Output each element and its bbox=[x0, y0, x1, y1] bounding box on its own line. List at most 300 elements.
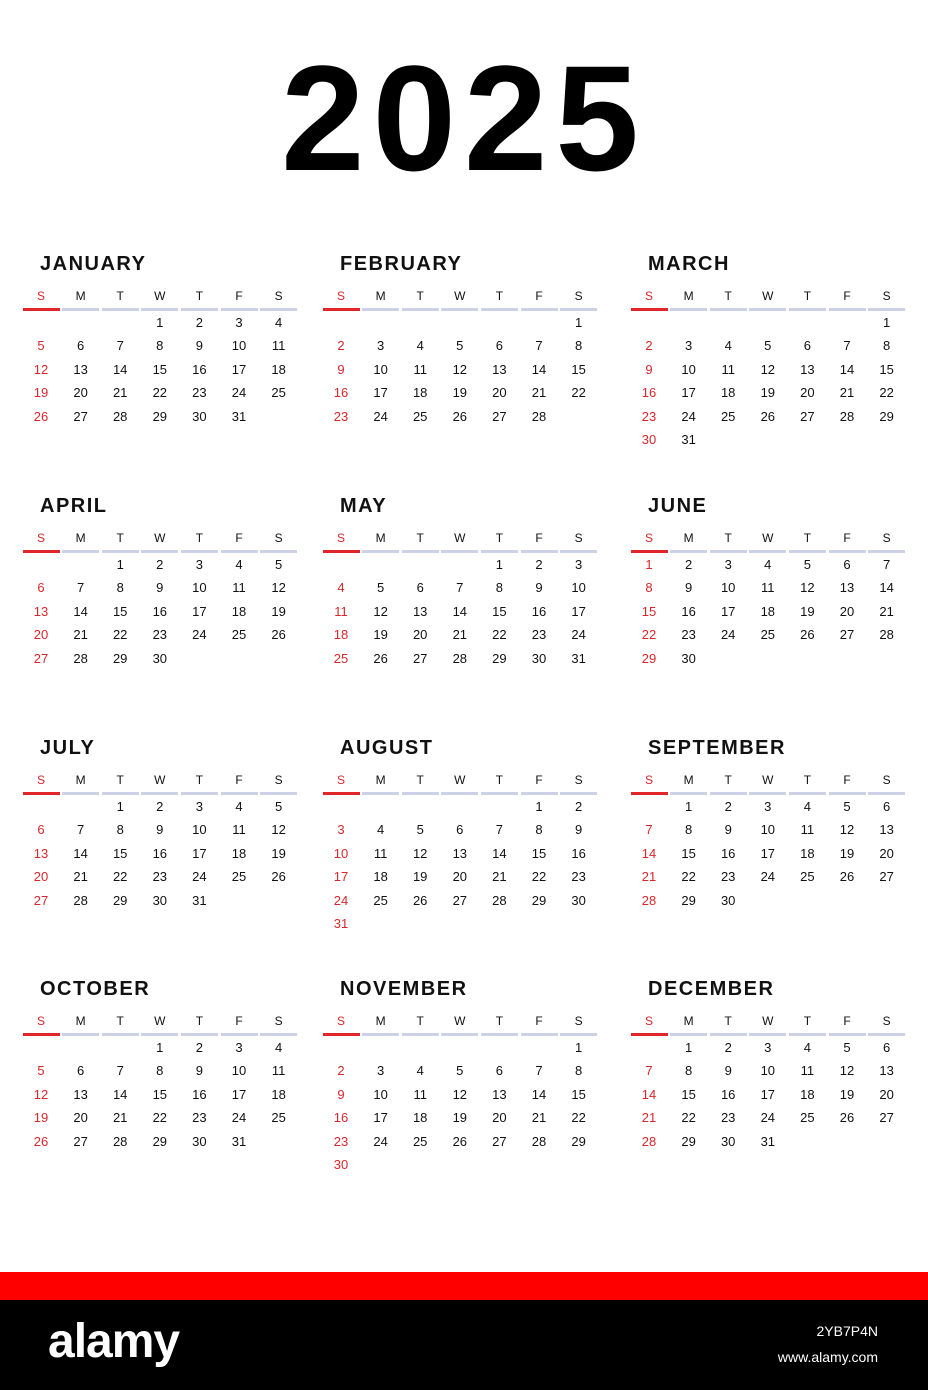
day-cell: 26 bbox=[271, 869, 286, 885]
day-cell: 24 bbox=[373, 1133, 388, 1149]
day-cell: 30 bbox=[152, 892, 168, 908]
weekday-label: W bbox=[454, 531, 466, 545]
weekday-label: S bbox=[882, 1014, 891, 1028]
day-cell: 1 bbox=[116, 557, 124, 572]
day-cell: 6 bbox=[37, 822, 45, 838]
day-cell: 8 bbox=[116, 822, 124, 838]
day-cell: 25 bbox=[800, 1110, 815, 1126]
day-cell: 4 bbox=[235, 799, 243, 814]
day-cell: 15 bbox=[879, 361, 894, 377]
weekday-underline bbox=[260, 1033, 297, 1036]
weekday-label: T bbox=[495, 773, 504, 787]
day-cell: 19 bbox=[452, 385, 468, 401]
day-cell: 27 bbox=[73, 1133, 88, 1149]
weekday-label: F bbox=[535, 531, 543, 545]
weekday-label: S bbox=[274, 289, 283, 303]
day-cell: 12 bbox=[33, 1086, 49, 1102]
day-cell: 24 bbox=[192, 627, 207, 643]
day-cell: 26 bbox=[760, 408, 776, 424]
day-cell: 3 bbox=[574, 557, 583, 572]
day-cell: 15 bbox=[531, 845, 547, 861]
day-cell: 19 bbox=[373, 627, 388, 643]
weekday-label: S bbox=[274, 531, 283, 545]
weekday-label: T bbox=[803, 1014, 812, 1028]
weekday-label: S bbox=[336, 773, 345, 787]
day-cell: 30 bbox=[192, 408, 207, 424]
day-cell: 23 bbox=[720, 1110, 736, 1126]
day-cell: 16 bbox=[152, 603, 168, 619]
day-cell: 17 bbox=[760, 845, 776, 861]
day-cell: 24 bbox=[192, 869, 207, 885]
day-cell: 6 bbox=[76, 1063, 85, 1079]
day-cell: 28 bbox=[73, 650, 88, 666]
day-cell: 14 bbox=[452, 603, 468, 619]
day-cell: 21 bbox=[73, 627, 88, 643]
weekday-label: T bbox=[416, 1014, 424, 1028]
day-cell: 10 bbox=[333, 845, 349, 861]
day-cell: 28 bbox=[839, 408, 855, 424]
day-cell: 28 bbox=[641, 1133, 657, 1149]
day-cell: 9 bbox=[195, 338, 203, 354]
day-cell: 21 bbox=[112, 1110, 128, 1126]
weekday-header bbox=[22, 772, 299, 792]
day-cell: 25 bbox=[231, 869, 247, 885]
day-cell: 26 bbox=[33, 408, 49, 424]
weekday-label: S bbox=[36, 1014, 45, 1028]
weekday-underline bbox=[62, 308, 99, 311]
day-cell: 20 bbox=[492, 1110, 507, 1126]
day-cell: 31 bbox=[571, 650, 586, 666]
day-cell: 26 bbox=[452, 408, 468, 424]
weekday-label: W bbox=[154, 531, 166, 545]
day-cell: 14 bbox=[112, 1086, 128, 1102]
day-cell: 11 bbox=[800, 1063, 815, 1079]
day-cell: 15 bbox=[152, 361, 168, 377]
day-cell: 4 bbox=[376, 822, 385, 838]
weekday-underline bbox=[749, 792, 786, 795]
day-cell: 8 bbox=[574, 338, 583, 354]
day-cell: 23 bbox=[681, 627, 696, 643]
day-cell: 1 bbox=[684, 1040, 693, 1055]
day-cell: 31 bbox=[192, 892, 207, 908]
day-cell: 17 bbox=[333, 869, 349, 885]
day-cell: 12 bbox=[33, 361, 49, 377]
day-cell: 28 bbox=[112, 1133, 128, 1149]
day-cell: 2 bbox=[195, 1040, 203, 1055]
day-cell: 4 bbox=[274, 315, 283, 330]
weekday-underline bbox=[710, 308, 747, 311]
day-cell: 13 bbox=[492, 1086, 507, 1102]
day-cell: 28 bbox=[879, 627, 894, 643]
day-cell: 20 bbox=[33, 627, 49, 643]
day-cell: 1 bbox=[156, 315, 164, 330]
weekday-label: M bbox=[375, 773, 386, 787]
month-september bbox=[630, 736, 907, 956]
day-cell: 7 bbox=[645, 822, 653, 838]
day-cell: 11 bbox=[413, 1086, 427, 1102]
weekday-label: S bbox=[336, 1014, 345, 1028]
day-cell: 26 bbox=[373, 650, 388, 666]
weekday-header bbox=[22, 530, 299, 550]
weekday-underline bbox=[560, 1033, 597, 1036]
weekday-underline bbox=[829, 550, 866, 553]
day-cell: 16 bbox=[681, 603, 696, 619]
weekday-header bbox=[322, 288, 599, 308]
day-cell: 1 bbox=[116, 799, 124, 814]
day-cell: 15 bbox=[152, 1086, 168, 1102]
day-cell: 28 bbox=[531, 408, 547, 424]
weekday-underline bbox=[710, 792, 747, 795]
day-cell: 17 bbox=[373, 1110, 388, 1126]
month-july bbox=[22, 736, 299, 956]
weekday-underline bbox=[141, 550, 178, 553]
weekday-header bbox=[630, 772, 907, 792]
weekday-underline bbox=[62, 550, 99, 553]
day-cell: 12 bbox=[271, 822, 286, 838]
day-cell: 15 bbox=[681, 1086, 696, 1102]
weekday-underline bbox=[631, 1033, 668, 1036]
weekday-label: T bbox=[195, 531, 204, 545]
day-cell: 18 bbox=[231, 603, 247, 619]
month-name: MAY bbox=[340, 495, 388, 517]
day-cell: 12 bbox=[271, 580, 286, 596]
weekday-label: S bbox=[882, 531, 891, 545]
weekday-underline bbox=[868, 792, 905, 795]
weekday-underline bbox=[402, 1033, 439, 1036]
weekday-underline bbox=[323, 792, 360, 795]
weekday-label: T bbox=[116, 1014, 124, 1028]
month-name: DECEMBER bbox=[648, 978, 775, 1000]
day-cell: 14 bbox=[641, 845, 657, 861]
weekday-label: W bbox=[762, 773, 774, 787]
day-cell: 1 bbox=[574, 1040, 583, 1055]
day-cell: 27 bbox=[492, 1133, 507, 1149]
weekday-underline bbox=[710, 1033, 747, 1036]
day-cell: 8 bbox=[495, 580, 503, 596]
day-cell: 18 bbox=[800, 845, 815, 861]
weekday-label: M bbox=[683, 1014, 694, 1028]
day-cell: 26 bbox=[271, 627, 286, 643]
day-cell: 17 bbox=[231, 1086, 247, 1102]
footer-url: www.alamy.com bbox=[777, 1349, 878, 1365]
month-august bbox=[322, 736, 599, 956]
day-cell: 28 bbox=[492, 892, 507, 908]
weekday-label: W bbox=[154, 773, 166, 787]
day-cell: 22 bbox=[531, 869, 547, 885]
weekday-underline bbox=[560, 550, 597, 553]
day-cell: 6 bbox=[882, 1040, 891, 1055]
day-cell: 25 bbox=[271, 1110, 286, 1126]
day-cell: 20 bbox=[879, 845, 894, 861]
day-cell: 15 bbox=[112, 603, 128, 619]
day-cell: 16 bbox=[571, 845, 586, 861]
day-cell: 23 bbox=[333, 408, 349, 424]
day-cell: 5 bbox=[37, 338, 45, 354]
month-october bbox=[22, 977, 299, 1197]
month-name: APRIL bbox=[40, 495, 108, 517]
weekday-label: T bbox=[495, 289, 504, 303]
day-cell: 23 bbox=[571, 869, 586, 885]
weekday-underline bbox=[260, 550, 297, 553]
day-cell: 24 bbox=[571, 627, 586, 643]
day-cell: 12 bbox=[839, 1063, 855, 1079]
day-cell: 5 bbox=[416, 822, 424, 838]
day-cell: 3 bbox=[195, 799, 203, 814]
day-cell: 20 bbox=[879, 1086, 894, 1102]
day-cell: 31 bbox=[681, 432, 696, 447]
weekday-underline bbox=[670, 1033, 707, 1036]
day-cell: 24 bbox=[760, 1110, 776, 1126]
day-cell: 24 bbox=[760, 869, 776, 885]
day-cell: 12 bbox=[452, 1086, 468, 1102]
day-cell: 29 bbox=[152, 408, 168, 424]
day-cell: 17 bbox=[231, 361, 247, 377]
day-cell: 8 bbox=[116, 580, 124, 596]
day-cell: 27 bbox=[879, 869, 894, 885]
day-cell: 20 bbox=[73, 1110, 88, 1126]
weekday-label: T bbox=[724, 289, 732, 303]
weekday-label: T bbox=[416, 531, 424, 545]
day-cell: 8 bbox=[645, 580, 653, 596]
day-cell: 23 bbox=[192, 385, 207, 401]
weekday-underline bbox=[102, 308, 139, 311]
day-cell: 20 bbox=[800, 385, 815, 401]
day-cell: 8 bbox=[156, 1063, 164, 1079]
day-cell: 21 bbox=[492, 869, 507, 885]
day-cell: 23 bbox=[152, 869, 168, 885]
day-cell: 21 bbox=[641, 1110, 657, 1126]
weekday-underline bbox=[221, 792, 258, 795]
day-cell: 16 bbox=[720, 1086, 736, 1102]
day-cell: 13 bbox=[73, 361, 88, 377]
day-cell: 4 bbox=[803, 799, 811, 814]
weekday-underline bbox=[62, 792, 99, 795]
weekday-underline bbox=[362, 550, 399, 553]
day-cell: 14 bbox=[492, 845, 507, 861]
weekday-underline bbox=[221, 550, 258, 553]
day-cell: 31 bbox=[231, 1133, 247, 1149]
weekday-underline bbox=[521, 792, 558, 795]
weekday-label: F bbox=[843, 531, 851, 545]
day-cell: 29 bbox=[571, 1133, 586, 1149]
day-cell: 27 bbox=[73, 408, 88, 424]
day-cell: 4 bbox=[416, 1063, 424, 1079]
weekday-label: S bbox=[574, 1014, 583, 1028]
day-cell: 3 bbox=[764, 799, 772, 814]
day-cell: 29 bbox=[641, 650, 657, 666]
day-cell: 22 bbox=[152, 385, 168, 401]
weekday-underline bbox=[441, 550, 478, 553]
day-cell: 29 bbox=[152, 1133, 168, 1149]
weekday-header bbox=[322, 530, 599, 550]
day-cell: 18 bbox=[412, 385, 428, 401]
day-cell: 6 bbox=[416, 580, 424, 596]
weekday-underline bbox=[560, 792, 597, 795]
weekday-label: M bbox=[75, 289, 86, 303]
day-cell: 29 bbox=[492, 650, 507, 666]
day-cell: 24 bbox=[231, 385, 247, 401]
day-cell: 10 bbox=[760, 1063, 776, 1079]
day-cell: 1 bbox=[574, 315, 583, 330]
weekday-label: W bbox=[762, 1014, 774, 1028]
weekday-label: S bbox=[36, 289, 45, 303]
day-cell: 7 bbox=[116, 1063, 124, 1079]
day-cell: 25 bbox=[800, 869, 815, 885]
month-name: SEPTEMBER bbox=[648, 737, 786, 759]
day-cell: 15 bbox=[112, 845, 128, 861]
day-cell: 10 bbox=[373, 361, 388, 377]
day-cell: 13 bbox=[33, 603, 49, 619]
weekday-label: M bbox=[375, 289, 386, 303]
day-cell: 31 bbox=[231, 408, 247, 424]
day-cell: 3 bbox=[235, 1040, 243, 1055]
day-cell: 23 bbox=[641, 408, 657, 424]
weekday-header bbox=[630, 530, 907, 550]
day-cell: 21 bbox=[531, 385, 547, 401]
weekday-header bbox=[630, 288, 907, 308]
day-cell: 18 bbox=[720, 385, 736, 401]
year-title: 2025 bbox=[281, 34, 647, 202]
day-cell: 4 bbox=[337, 580, 345, 596]
weekday-underline bbox=[631, 550, 668, 553]
day-cell: 30 bbox=[571, 892, 586, 908]
day-cell: 26 bbox=[839, 869, 855, 885]
month-march bbox=[630, 252, 907, 472]
day-cell: 24 bbox=[720, 627, 736, 643]
day-cell: 16 bbox=[720, 845, 736, 861]
weekday-underline bbox=[749, 550, 786, 553]
day-cell: 17 bbox=[681, 385, 696, 401]
day-cell: 27 bbox=[492, 408, 507, 424]
weekday-underline bbox=[749, 308, 786, 311]
weekday-label: M bbox=[75, 1014, 86, 1028]
day-cell: 25 bbox=[333, 650, 349, 666]
weekday-header bbox=[630, 1013, 907, 1033]
day-cell: 22 bbox=[681, 869, 696, 885]
day-cell: 2 bbox=[574, 799, 583, 814]
weekday-label: S bbox=[274, 1014, 283, 1028]
day-cell: 5 bbox=[456, 338, 464, 354]
day-cell: 2 bbox=[337, 338, 345, 354]
day-cell: 19 bbox=[271, 603, 286, 619]
month-january bbox=[22, 252, 299, 472]
day-cell: 16 bbox=[192, 1086, 207, 1102]
day-cell: 7 bbox=[535, 1063, 543, 1079]
month-november bbox=[322, 977, 599, 1197]
weekday-label: S bbox=[644, 289, 653, 303]
day-cell: 11 bbox=[721, 361, 735, 377]
day-cell: 21 bbox=[73, 869, 88, 885]
weekday-label: W bbox=[154, 289, 166, 303]
month-december bbox=[630, 977, 907, 1197]
day-cell: 18 bbox=[231, 845, 247, 861]
day-cell: 17 bbox=[571, 603, 586, 619]
day-cell: 14 bbox=[531, 361, 547, 377]
weekday-label: M bbox=[375, 531, 386, 545]
day-cell: 1 bbox=[882, 315, 891, 330]
weekday-underline bbox=[631, 308, 668, 311]
day-cell: 10 bbox=[192, 580, 207, 596]
day-cell: 28 bbox=[73, 892, 88, 908]
day-cell: 1 bbox=[535, 799, 543, 814]
day-cell: 2 bbox=[156, 557, 164, 572]
day-cell: 9 bbox=[645, 361, 653, 377]
day-cell: 3 bbox=[684, 338, 693, 354]
day-cell: 17 bbox=[192, 845, 207, 861]
weekday-underline bbox=[181, 308, 218, 311]
weekday-underline bbox=[402, 308, 439, 311]
weekday-label: W bbox=[454, 773, 466, 787]
month-name: AUGUST bbox=[340, 737, 434, 759]
day-cell: 27 bbox=[452, 892, 468, 908]
day-cell: 13 bbox=[879, 822, 894, 838]
day-cell: 29 bbox=[531, 892, 547, 908]
weekday-header bbox=[322, 772, 599, 792]
day-cell: 11 bbox=[413, 361, 427, 377]
day-cell: 23 bbox=[333, 1133, 349, 1149]
day-cell: 30 bbox=[333, 1157, 349, 1172]
day-cell: 11 bbox=[373, 845, 388, 861]
day-cell: 10 bbox=[192, 822, 207, 838]
day-cell: 3 bbox=[376, 1063, 385, 1079]
weekday-label: T bbox=[116, 289, 124, 303]
day-cell: 19 bbox=[412, 869, 428, 885]
day-cell: 5 bbox=[764, 338, 772, 354]
weekday-underline bbox=[260, 308, 297, 311]
weekday-label: W bbox=[454, 1014, 466, 1028]
weekday-underline bbox=[62, 1033, 99, 1036]
day-cell: 18 bbox=[800, 1086, 815, 1102]
weekday-label: T bbox=[803, 289, 812, 303]
day-cell: 8 bbox=[156, 338, 164, 354]
weekday-label: M bbox=[683, 531, 694, 545]
weekday-label: F bbox=[535, 1014, 543, 1028]
weekday-label: T bbox=[495, 1014, 504, 1028]
weekday-label: T bbox=[495, 531, 504, 545]
weekday-underline bbox=[481, 308, 518, 311]
day-cell: 14 bbox=[73, 603, 88, 619]
weekday-label: F bbox=[535, 289, 543, 303]
day-cell: 14 bbox=[531, 1086, 547, 1102]
weekday-underline bbox=[441, 792, 478, 795]
day-cell: 9 bbox=[724, 1063, 732, 1079]
day-cell: 10 bbox=[373, 1086, 388, 1102]
day-cell: 12 bbox=[373, 603, 388, 619]
day-cell: 5 bbox=[803, 557, 811, 572]
weekday-label: T bbox=[416, 289, 424, 303]
day-cell: 28 bbox=[452, 650, 468, 666]
day-cell: 25 bbox=[231, 627, 247, 643]
weekday-underline bbox=[789, 792, 826, 795]
day-cell: 14 bbox=[879, 580, 894, 596]
weekday-label: S bbox=[644, 773, 653, 787]
day-cell: 18 bbox=[412, 1110, 428, 1126]
day-cell: 27 bbox=[800, 408, 815, 424]
day-cell: 29 bbox=[112, 892, 128, 908]
weekday-underline bbox=[260, 792, 297, 795]
day-cell: 3 bbox=[195, 557, 203, 572]
day-cell: 16 bbox=[641, 385, 657, 401]
day-cell: 13 bbox=[839, 580, 855, 596]
day-cell: 10 bbox=[760, 822, 776, 838]
day-cell: 7 bbox=[645, 1063, 653, 1079]
day-cell: 13 bbox=[412, 603, 428, 619]
month-name: JANUARY bbox=[40, 253, 147, 275]
day-cell: 8 bbox=[574, 1063, 583, 1079]
weekday-label: T bbox=[803, 531, 812, 545]
day-cell: 24 bbox=[373, 408, 388, 424]
day-cell: 27 bbox=[412, 650, 428, 666]
